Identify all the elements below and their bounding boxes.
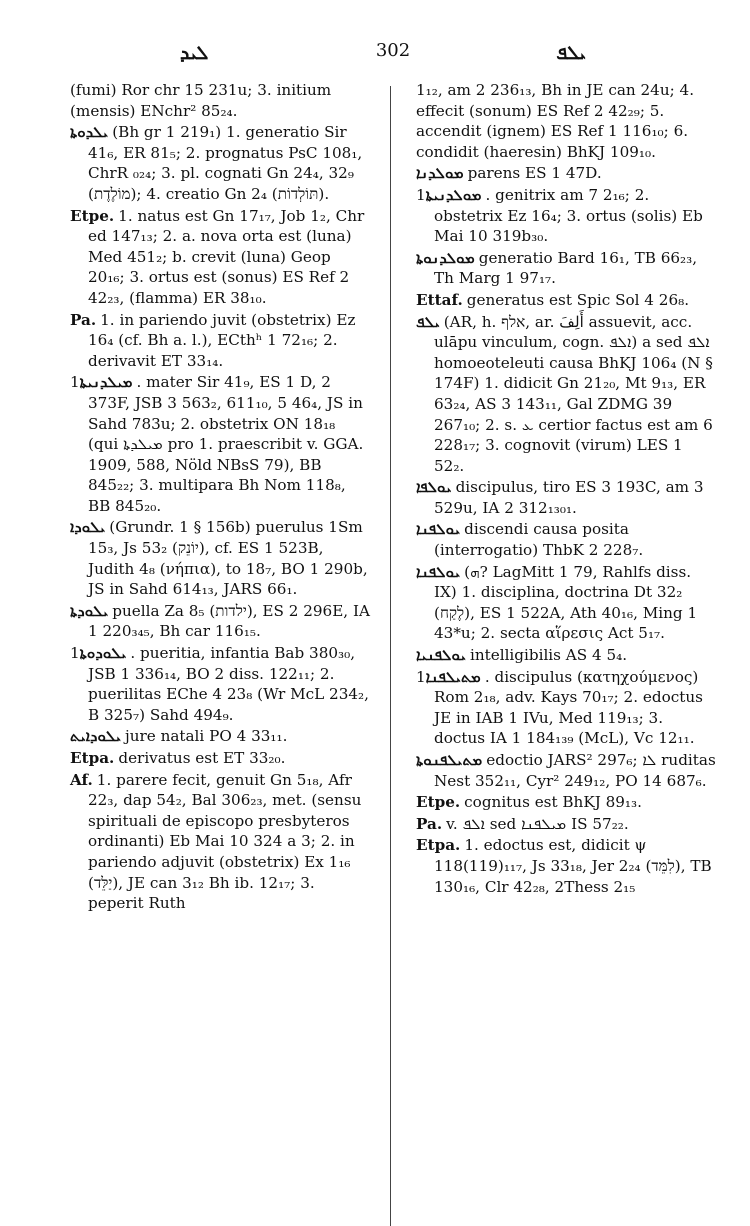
- dictionary-entry: [416, 519, 716, 560]
- entry-text: generatio Bard 16₁, TB 66₂₃, Th Marg 1 97₁₇.: [434, 248, 698, 288]
- dictionary-entry: [70, 726, 370, 747]
- dictionary-entry: [70, 310, 370, 372]
- entry-text: 1. discipulus (κατηχούμενος) Rom 2₁₈, adv. Kays 70₁₇; 2. edoctus JE in IAB 1 IVu, Med 119₁₃; 3. doctus IA 1 184₁₃₉ (McL), Vc 12₁₁.: [416, 667, 703, 748]
- page-header: [70, 40, 716, 80]
- entry-lemma: ܝܘܠܦܐ: [416, 478, 452, 497]
- entry-text: discipulus, tiro ES 3 193C, am 3 529u, IA 2 312₁₃₀₁.: [434, 478, 704, 517]
- entry-text: 1. in pariendo juvit (obstetrix) Ez 16₄ (cf. Bh a. l.), ECthʰ 1 72₁₆; 2. derivavit ET 33₁₄.: [88, 310, 356, 370]
- entry-text: (ܗ? LagMitt 1 79, Rahlfs diss. IX) 1. disciplina, doctrina Dt 32₂ (לֶקַח), ES 1 522A, Ath 40₁₆, Ming 1 43*u; 2. secta αἵρεσις Act 5₁₇.: [434, 562, 698, 643]
- entry-text: jure natali PO 4 33₁₁.: [125, 727, 288, 746]
- entry-lemma: ܝܠܘܕܬܐ: [70, 601, 109, 620]
- entry-text: (fumi) Ror chr 15 231u; 3. initium (mensis) ENchr² 85₂₄.: [70, 81, 332, 120]
- dictionary-entry: [70, 122, 370, 204]
- entry-text: 1. parere fecit, genuit Gn 5₁₈, Afr 22₃, dap 54₂, Bal 306₂₃, met. (sensu spirituali de episcopo presbyteros ordinanti) Eb Mai 10 324 a 3; 2. in pariendo adjuvit (obstetrix) Ex 1₁₆ (יַלֵּד), JE can 3₁₂ Bh ib. 12₁₇; 3. peperit Ruth: [88, 770, 362, 913]
- right-column: [416, 80, 716, 915]
- entry-text: derivatus est ET 33₂₀.: [118, 749, 286, 767]
- header-right-catchword: ܝܠܦ: [556, 42, 586, 64]
- dictionary-entry: [416, 562, 716, 644]
- entry-lemma: Etpa.: [416, 836, 461, 855]
- entry-lemma: ܡܝܠܕܢܝܬܐ: [79, 373, 133, 392]
- entry-lemma: ܝܠܘܕܘܬܐ: [79, 644, 127, 663]
- entry-lemma: Pa.: [416, 814, 443, 833]
- dictionary-entry: [416, 290, 716, 311]
- dictionary-entry: [70, 517, 370, 599]
- entry-lemma: ܝܠܘܕܐܝܬ: [70, 727, 121, 746]
- entry-lemma: ܝܠܦ: [416, 312, 440, 331]
- entry-lemma: Pa.: [70, 310, 97, 329]
- dictionary-entry: [70, 643, 370, 725]
- entry-text: (Bh gr 1 219₁) 1. generatio Sir 41₆, ER 81₅; 2. prognatus PsC 108₁, ChrR ₀₂₄; 3. pl. cognati Gn 24₄, 32₉ (מוֹלֶדֶת); 4. creatio Gn 2₄ (תּוֹלְדוֹת).: [88, 123, 363, 203]
- entry-lemma: ܝܘܠܦܢܝܐ: [416, 646, 466, 665]
- entry-text: 1. genitrix am 7 2₁₆; 2. obstetrix Ez 16₄; 3. ortus (solis) Eb Mai 10 319b₃₀.: [416, 185, 703, 246]
- entry-text: puella Za 8₅ (ילדות), ES 2 296E, IA 1 220₃₄₅, Bh car 116₁₅.: [88, 601, 370, 641]
- entry-text: 1. edoctus est, didicit ψ 118(119)₁₁₇, Js 33₁₈, Jer 2₂₄ (לִמֵּד), TB 130₁₆, Clr 42₂₈, 2Thess 2₁₅: [434, 836, 712, 896]
- entry-lemma: ܝܠܘܕܐ: [70, 518, 106, 537]
- entry-text: intelligibilis AS 4 5₄.: [469, 646, 628, 665]
- dictionary-entry: [416, 645, 716, 666]
- entry-lemma: Af.: [70, 770, 93, 789]
- entry-lemma: Etpa.: [70, 749, 115, 767]
- entry-lemma: ܡܘܠܕܢܘܬܐ: [416, 248, 475, 267]
- dictionary-entry: [70, 748, 370, 769]
- entry-text: discendi causa posita (interrogatio) ThbK 2 228₇.: [434, 520, 644, 560]
- dictionary-entry: [416, 80, 716, 162]
- dictionary-entry: [70, 80, 370, 121]
- dictionary-entry: [70, 770, 370, 914]
- dictionary-entry: [416, 185, 716, 247]
- entry-lemma: ܝܘܠܦܢܐ: [416, 562, 461, 581]
- header-left-catchword: ܠܝܕ: [180, 42, 209, 64]
- dictionary-entry: [70, 372, 370, 516]
- text-columns: [70, 80, 716, 915]
- dictionary-entry: [416, 312, 716, 477]
- dictionary-entry: [416, 835, 716, 897]
- dictionary-entry: [416, 163, 716, 184]
- entry-text: 1. natus est Gn 17₁₇, Job 1₂, Chr ed 147₁₃; 2. a. nova orta est (luna) Med 451₂; b. crevit (luna) Geop 20₁₆; 3. ortus est (sonus) ES Ref 2 42₂₃, (flamma) ER 38₁₀.: [88, 206, 365, 307]
- dictionary-entry: [70, 601, 370, 642]
- entry-text: (AR, h. אלף, ar. أَلِفَ assuevit, acc. ulāpu vinculum, cogn. ܐܠܦ) a sed ܐܠܦ homoeoteleuti causa BhKJ 106₄ (N § 174F) 1. didicit Gn 21₂₀, Mt 9₁₃, ER 63₂₄, AS 3 143₁₁, Gal ZDMG 39 267₁₀; 2. s. ܥ certior factus est am 6 228₁₇; 3. cognovit (virum) LES 1 52₂.: [434, 312, 713, 475]
- entry-text: parens ES 1 47D.: [467, 164, 602, 183]
- entry-lemma: Etpe.: [70, 206, 115, 225]
- dictionary-entry: [416, 792, 716, 813]
- entry-lemma: ܡܬܝܠܦܢܘܬܐ: [416, 751, 483, 769]
- dictionary-entry: [416, 667, 716, 749]
- entry-lemma: ܝܘܠܦܢܐ: [416, 520, 461, 539]
- entry-text: (Grundr. 1 § 156b) puerulus 1Sm 15₃, Js 53₂ (יוֹנֵק), cf. ES 1 523B, Judith 4₈ (νήπια), to 18₇, BO 1 290b, JS in Sahd 614₁₃, JARS 66₁.: [88, 518, 368, 599]
- entry-lemma: ܡܘܠܕܢܐ: [416, 164, 464, 183]
- dictionary-entry: [70, 206, 370, 309]
- dictionary-entry: [416, 750, 716, 791]
- entry-text: generatus est Spic Sol 4 26₈.: [466, 290, 690, 309]
- entry-lemma: Ettaf.: [416, 290, 463, 309]
- entry-text: 1. pueritia, infantia Bab 380₃₀, JSB 1 336₁₄, BO 2 diss. 122₁₁; 2. puerilitas EChe 4 23₈ (Wr McL 234₂, B 325₇) Sahd 494₉.: [70, 644, 369, 724]
- dictionary-entry: [416, 248, 716, 289]
- entry-text: 1₁₂, am 2 236₁₃, Bh in JE can 24u; 4. effecit (sonum) ES Ref 2 42₂₉; 5. accendit (ignem) ES Ref 1 116₁₀; 6. condidit (haeresin) BhKJ 109₁₀.: [416, 81, 695, 161]
- entry-lemma: ܡܬܝܠܦܢܐ: [425, 667, 481, 686]
- entry-text: cognitus est BhKJ 89₁₃.: [464, 793, 642, 812]
- left-column: [70, 80, 370, 915]
- entry-text: 1. mater Sir 41₉, ES 1 D, 2 373F, JSB 3 563₂, 611₁₀, 5 46₄, JS in Sahd 783u; 2. obstetrix ON 18₁₈ (qui ܡܝܠܕܬܐ pro 1. praescribit v. GGA. 1909, 588, Nöld NBsS 79), BB 845₂₂; 3. multipara Bh Nom 118₈, BB 845₂₀.: [70, 373, 364, 515]
- dictionary-entry: [416, 814, 716, 835]
- entry-lemma: Etpe.: [416, 793, 461, 812]
- entry-text: v. ܐܠܦ sed ܡܝܠܦܢܐ IS 57₂₂.: [446, 814, 629, 833]
- page-number: 302: [375, 40, 411, 61]
- entry-lemma: ܝܠܕܘܬܐ: [70, 123, 109, 142]
- dictionary-entry: [416, 477, 716, 518]
- entry-text: edoctio JARS² 297₆; ܠܐ ruditas Nest 352₁₁, Cyr² 249₁₂, PO 14 687₆.: [434, 751, 716, 790]
- column-divider: [390, 86, 391, 1226]
- entry-lemma: ܡܘܠܕܢܝܬܐ: [425, 185, 482, 204]
